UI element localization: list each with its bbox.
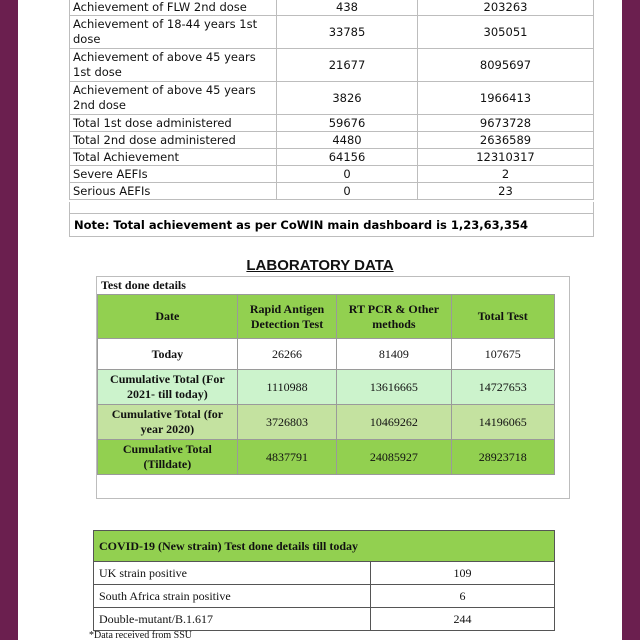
table-row xyxy=(70,0,594,16)
cumulative-value: 8095697 xyxy=(418,49,594,82)
strain-label: South Africa strain positive xyxy=(94,585,371,608)
strain-label: UK strain positive xyxy=(94,562,371,585)
row-label: Achievement of above 45 years 1st dose xyxy=(70,49,277,82)
total-value: 28923718 xyxy=(451,440,555,475)
laboratory-caption: Test done details xyxy=(101,278,186,292)
row-label: Achievement of FLW 2nd dose xyxy=(70,0,277,16)
header-rapid: Rapid Antigen Detection Test xyxy=(237,295,337,339)
table-row xyxy=(94,562,555,585)
today-value: 438 xyxy=(277,0,418,16)
row-label: Severe AEFIs xyxy=(70,166,277,183)
row-date: Cumulative Total (for year 2020) xyxy=(98,405,238,440)
row-date: Today xyxy=(98,339,238,370)
row-label: Total Achievement xyxy=(70,149,277,166)
strain-table xyxy=(93,530,555,631)
table-blank-row xyxy=(69,202,594,213)
table-header-row xyxy=(94,531,555,562)
today-value: 4480 xyxy=(277,132,418,149)
row-label: Achievement of above 45 years 2nd dose xyxy=(70,82,277,115)
rapid-value: 4837791 xyxy=(237,440,337,475)
total-value: 14196065 xyxy=(451,405,555,440)
row-date: Cumulative Total (Tilldate) xyxy=(98,440,238,475)
header-rtpcr: RT PCR & Other methods xyxy=(337,295,451,339)
header-date: Date xyxy=(98,295,238,339)
laboratory-title: LABORATORY DATA xyxy=(246,257,394,274)
rapid-value: 3726803 xyxy=(237,405,337,440)
row-label: Serious AEFIs xyxy=(70,183,277,200)
strain-label: Double-mutant/B.1.617 xyxy=(94,608,371,631)
cumulative-value: 2636589 xyxy=(418,132,594,149)
cumulative-value: 305051 xyxy=(418,16,594,49)
table-row xyxy=(98,440,555,475)
today-value: 59676 xyxy=(277,115,418,132)
table-row xyxy=(98,370,555,405)
rapid-value: 1110988 xyxy=(237,370,337,405)
today-value: 64156 xyxy=(277,149,418,166)
strain-title: COVID-19 (New strain) Test done details till today xyxy=(94,531,555,562)
today-value: 21677 xyxy=(277,49,418,82)
total-value: 107675 xyxy=(451,339,555,370)
rtpcr-value: 24085927 xyxy=(337,440,451,475)
rtpcr-value: 81409 xyxy=(337,339,451,370)
strain-value: 6 xyxy=(371,585,555,608)
total-value: 14727653 xyxy=(451,370,555,405)
table-row xyxy=(70,49,594,82)
cowin-note: Note: Total achievement as per CoWIN main dashboard is 1,23,63,354 xyxy=(69,213,594,237)
row-label: Achievement of 18-44 years 1st dose xyxy=(70,16,277,49)
table-row xyxy=(98,405,555,440)
strain-value: 244 xyxy=(371,608,555,631)
table-row xyxy=(94,585,555,608)
laboratory-table xyxy=(97,294,555,475)
table-row xyxy=(70,115,594,132)
table-row xyxy=(70,149,594,166)
row-label: Total 2nd dose administered xyxy=(70,132,277,149)
table-row xyxy=(98,339,555,370)
today-value: 3826 xyxy=(277,82,418,115)
rapid-value: 26266 xyxy=(237,339,337,370)
today-value: 0 xyxy=(277,183,418,200)
laboratory-section xyxy=(96,276,570,499)
table-row xyxy=(70,183,594,200)
cumulative-value: 9673728 xyxy=(418,115,594,132)
today-value: 0 xyxy=(277,166,418,183)
cumulative-value: 23 xyxy=(418,183,594,200)
cumulative-value: 1966413 xyxy=(418,82,594,115)
today-value: 33785 xyxy=(277,16,418,49)
strain-value: 109 xyxy=(371,562,555,585)
row-date: Cumulative Total (For 2021- till today) xyxy=(98,370,238,405)
vaccination-table xyxy=(69,0,594,200)
cumulative-value: 2 xyxy=(418,166,594,183)
document-page xyxy=(18,0,622,640)
table-row xyxy=(70,16,594,49)
rtpcr-value: 13616665 xyxy=(337,370,451,405)
cumulative-value: 12310317 xyxy=(418,149,594,166)
table-row xyxy=(70,166,594,183)
row-label: Total 1st dose administered xyxy=(70,115,277,132)
footnote: *Data received from SSU xyxy=(89,630,193,640)
table-row xyxy=(70,132,594,149)
cumulative-value: 203263 xyxy=(418,0,594,16)
rtpcr-value: 10469262 xyxy=(337,405,451,440)
header-total: Total Test xyxy=(451,295,555,339)
table-row xyxy=(70,82,594,115)
table-row xyxy=(94,608,555,631)
table-header-row xyxy=(98,295,555,339)
